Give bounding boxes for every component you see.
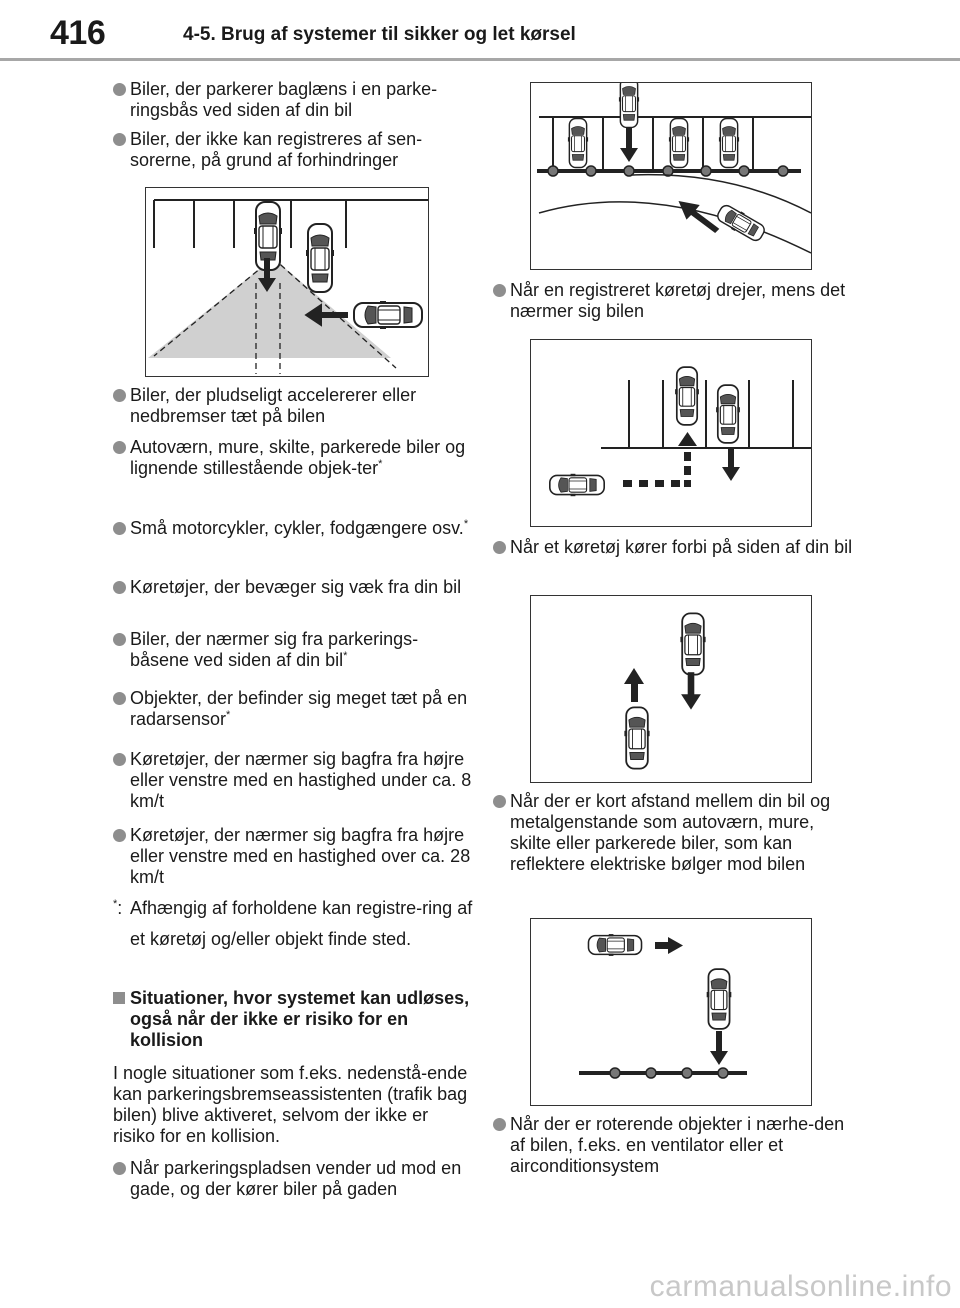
list-item-text: Når der er kort afstand mellem din bil og metalgenstande som autoværn, mure, skilte eller parkerede biler, som kan reflektere elektriske bølger mod bilen xyxy=(510,791,831,874)
list-item xyxy=(113,437,473,479)
list-item-text: Biler, der nærmer sig fra parkerings-båsene ved siden af din bil* xyxy=(130,629,419,670)
list-item-text: Biler, der pludseligt accelererer eller nedbremser tæt på bilen xyxy=(130,385,417,426)
footnote-marker: *: xyxy=(113,898,123,918)
figure-reversing-parking xyxy=(145,187,429,377)
list-item-text: Køretøjer, der nærmer sig bagfra fra højre eller venstre med en hastighed over ca. 28 km/t xyxy=(130,825,471,887)
bullet-dot-icon xyxy=(493,1118,506,1131)
list-item-text: Når et køretøj kører forbi på siden af din bil xyxy=(510,537,853,557)
bullet-dot-icon xyxy=(493,541,506,554)
list-item-text: Når parkeringspladsen vender ud mod en gade, og der kører biler på gaden xyxy=(130,1158,462,1199)
bullet-dot-icon xyxy=(493,284,506,297)
list-item-text: Køretøjer, der nærmer sig bagfra fra højre eller venstre med en hastighed under ca. 8 km/t xyxy=(130,749,472,811)
list-item-text: Små motorcykler, cykler, fodgængere osv.* xyxy=(130,518,469,538)
list-item xyxy=(113,825,473,888)
bullet-dot-icon xyxy=(113,633,126,646)
list-item-text: Autoværn, mure, skilte, parkerede biler og lignende stillestående objek-ter* xyxy=(130,437,466,478)
list-item-text: Når der er roterende objekter i nærhe-den af bilen, f.eks. en ventilator eller et airconditionsystem xyxy=(510,1114,845,1176)
page-number: 416 xyxy=(50,14,106,52)
list-item-text: Biler, der ikke kan registreres af sen-sorerne, på grund af forhindringer xyxy=(130,129,423,170)
bullet-dot-icon xyxy=(113,133,126,146)
bullet-dot-icon xyxy=(113,522,126,535)
figure-passing-vehicle xyxy=(530,595,812,783)
paragraph: I nogle situationer som f.eks. nedenstå-ende kan parkeringsbremseassistenten (trafik bag bilen) blive aktiveret, selvom der ikke er risiko for en kollision. xyxy=(113,1063,468,1146)
section-title: 4-5. Brug af systemer til sikker og let kørsel xyxy=(183,24,576,45)
list-item-text: Biler, der parkerer baglæns i en parke-ringsbås ved siden af din bil xyxy=(130,79,438,120)
bullet-dot-icon xyxy=(493,795,506,808)
page-header xyxy=(0,0,960,62)
section-square-icon xyxy=(113,992,125,1004)
list-item xyxy=(113,629,473,671)
list-item-text: Køretøjer, der bevæger sig væk fra din bil xyxy=(130,577,462,597)
footnote-text: Afhængig af forholdene kan registre-ring af et køretøj og/eller objekt finde sted. xyxy=(130,898,473,949)
subheading: Situationer, hvor systemet kan udløses, også når der ikke er risiko for en kollision xyxy=(130,988,470,1050)
bullet-dot-icon xyxy=(113,389,126,402)
bullet-dot-icon xyxy=(113,581,126,594)
bullet-dot-icon xyxy=(113,441,126,454)
bullet-dot-icon xyxy=(113,753,126,766)
bullet-dot-icon xyxy=(113,692,126,705)
list-item xyxy=(113,129,473,171)
watermark: carmanualsonline.info xyxy=(649,1270,952,1303)
header-rule xyxy=(0,58,960,61)
list-item xyxy=(493,280,853,322)
list-item xyxy=(113,688,473,730)
bullet-dot-icon xyxy=(113,1162,126,1175)
list-item xyxy=(493,791,853,875)
list-item xyxy=(113,518,473,539)
list-item xyxy=(493,537,853,558)
figure-street-parking xyxy=(530,82,812,270)
list-item xyxy=(493,1114,853,1177)
list-item xyxy=(113,749,473,812)
bullet-dot-icon xyxy=(113,829,126,842)
bullet-dot-icon xyxy=(113,83,126,96)
list-item xyxy=(113,577,473,598)
list-item xyxy=(113,385,473,427)
list-item xyxy=(113,1158,473,1200)
list-item-text: Objekter, der befinder sig meget tæt på en radarsensor* xyxy=(130,688,468,729)
footnote xyxy=(113,893,473,955)
figure-metal-objects xyxy=(530,918,812,1106)
list-item-text: Når en registreret køretøj drejer, mens det nærmer sig bilen xyxy=(510,280,846,321)
figure-turning-vehicle xyxy=(530,339,812,527)
list-item xyxy=(113,79,473,121)
